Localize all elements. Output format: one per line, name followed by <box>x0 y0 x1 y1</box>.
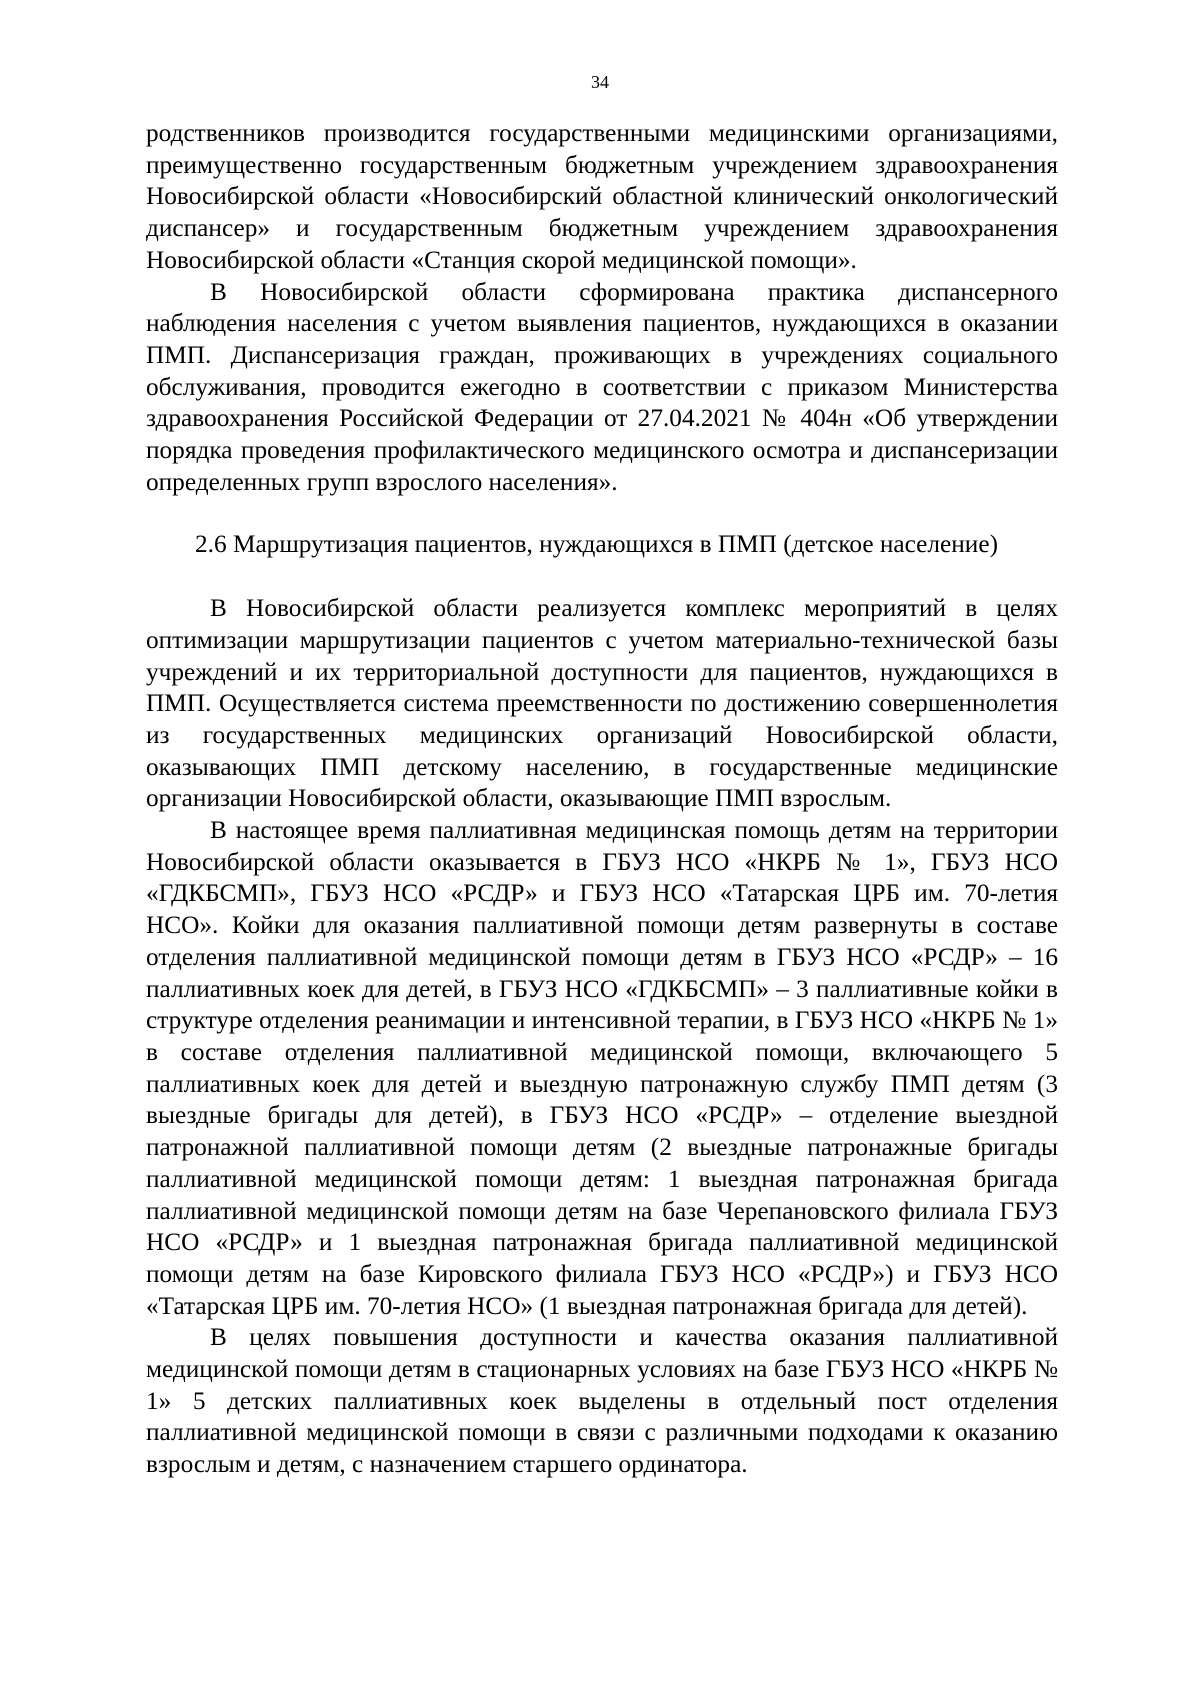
spacer <box>146 561 1058 593</box>
document-body <box>146 118 1058 1481</box>
paragraph-pediatric-palliative-care: В настоящее время паллиативная медицинская помощь детям на территории Новосибирской области оказывается в ГБУЗ НСО «НКРБ № 1», ГБУЗ НСО «ГДКБСМП», ГБУЗ НСО «РСДР» и ГБУЗ НСО «Татарская ЦРБ им. 70-летия НСО». Койки для оказания паллиативной помощи детям развернуты в составе отделения паллиативной медицинской помощи детям в ГБУЗ НСО «РСДР» – 16 паллиативных коек для детей, в ГБУЗ НСО «ГДКБСМП» – 3 паллиативные койки в структуре отделения реанимации и интенсивной терапии, в ГБУЗ НСО «НКРБ № 1» в составе отделения паллиативной медицинской помощи, включающего 5 паллиативных коек для детей и выездную патронажную службу ПМП детям (3 выездные бригады для детей), в ГБУЗ НСО «РСДР» – отделение выездной патронажной паллиативной помощи детям (2 выездные патронажные бригады паллиативной медицинской помощи детям: 1 выездная патронажная бригада паллиативной медицинской помощи детям на базе Черепановского филиала ГБУЗ НСО «РСДР» и 1 выездная патронажная бригада паллиативной медицинской помощи детям на базе Кировского филиала ГБУЗ НСО «РСДР») и ГБУЗ НСО «Татарская ЦРБ им. 70-летия НСО» (1 выездная патронажная бригада для детей). <box>146 816 1058 1320</box>
page-number: 34 <box>591 72 609 92</box>
spacer <box>146 498 1058 529</box>
paragraph-dispensary-observation: В Новосибирской области сформирована практика диспансерного наблюдения населения с учетом выявления пациентов, нуждающихся в оказании ПМП. Диспансеризация граждан, проживающих в учреждениях социального обслуживания, проводится ежегодно в соответствии с приказом Министерства здравоохранения Российской Федерации от 27.04.2021 № 404н «Об утверждении порядка проведения профилактического медицинского осмотра и диспансеризации определенных групп взрослого населения». <box>146 277 1058 496</box>
paragraph-continuation: родственников производится государственными медицинскими организациями, преимущественно государственным бюджетным учреждением здравоохранения Новосибирской области «Новосибирский областной клинический онкологический диспансер» и государственным бюджетным учреждением здравоохранения Новосибирской области «Станция скорой медицинской помощи». <box>146 119 1058 274</box>
paragraph-routing-measures: В Новосибирской области реализуется комплекс мероприятий в целях оптимизации маршрутизации пациентов с учетом материально-технической базы учреждений и их территориальной доступности для пациентов, нуждающихся в ПМП. Осуществляется система преемственности по достижению совершеннолетия из государственных медицинских организаций Новосибирской области, оказывающих ПМП детскому населению, в государственные медицинские организации Новосибирской области, оказывающие ПМП взрослым. <box>146 594 1058 813</box>
paragraph-availability-improvement: В целях повышения доступности и качества оказания паллиативной медицинской помощи детям в стационарных условиях на базе ГБУЗ НСО «НКРБ № 1» 5 детских паллиативных коек выделены в отдельный пост отделения паллиативной медицинской помощи в связи с различными подходами к оказанию взрослым и детям, с назначением старшего ординатора. <box>146 1323 1058 1479</box>
section-heading: 2.6 Маршрутизация пациентов, нуждающихся в ПМП (детское население) <box>195 530 998 559</box>
